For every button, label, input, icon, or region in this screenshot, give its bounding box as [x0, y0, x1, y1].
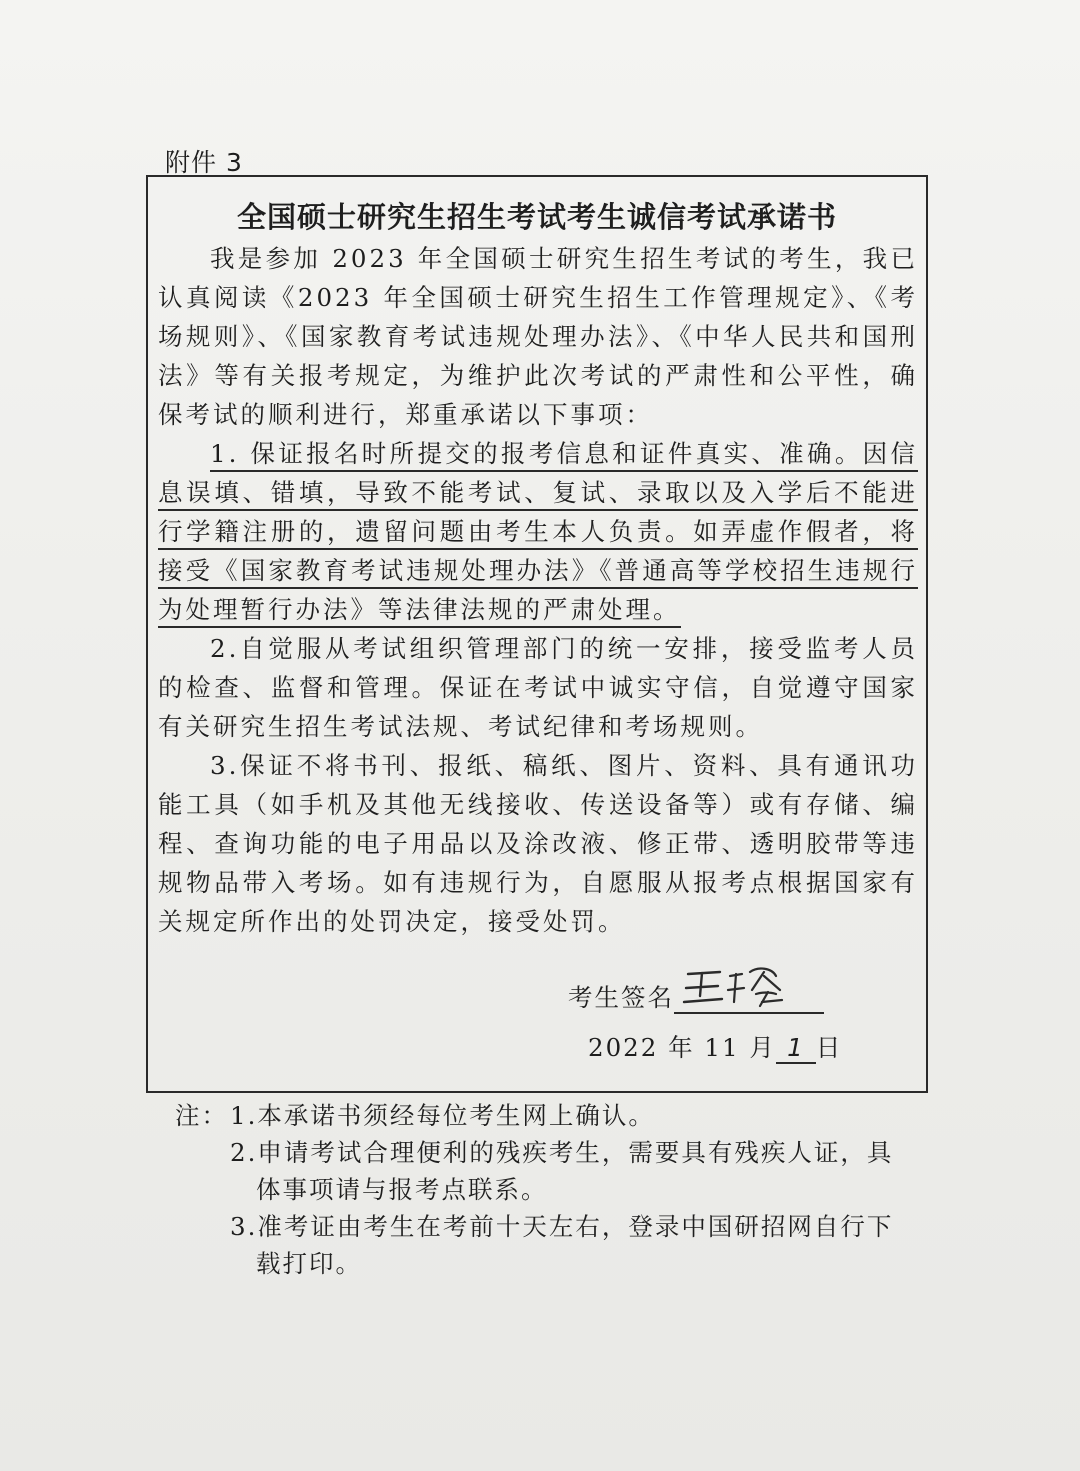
pledge-item-3: 3.保证不将书刊、报纸、稿纸、图片、资料、具有通讯功能工具（如手机及其他无线接收、传送设备等）或有存储、编程、查询功能的电子用品以及涂改液、修正带、透明胶带等违规物品带入考场。如有违规行为，自愿服从报考点根据国家有关规定所作出的处罚决定，接受处罚。 — [158, 751, 918, 936]
note-item-2: 2.申请考试合理便利的残疾考生，需要具有残疾人证，具体事项请与报考点联系。 — [230, 1138, 894, 1204]
signature-row — [568, 979, 824, 1014]
pledge-box — [146, 175, 928, 1093]
notes-list — [230, 1097, 910, 1282]
pledge-item-1 — [158, 434, 918, 629]
signature-label: 考生签名 — [568, 983, 674, 1012]
document-title: 全国硕士研究生招生考试考生诚信考试承诺书 — [236, 200, 837, 234]
note-item-3: 3.准考证由考生在考前十天左右，登录中国研招网自行下载打印。 — [230, 1212, 894, 1278]
handwritten-signature — [680, 962, 800, 1010]
attachment-label: 附件 3 — [165, 148, 243, 177]
intro-paragraph: 我是参加 2023 年全国硕士研究生招生考试的考生，我已认真阅读《2023 年全国硕士研究生招生工作管理规定》、《考场规则》、《国家教育考试违规处理办法》、《中华人民共和国刑法》等有关报考规定，为维护此次考试的严肃性和公平性，确保考试的顺利进行，郑重承诺以下事项： — [158, 244, 918, 429]
pledge-item-1-text: 1. 保证报名时所提交的报考信息和证件真实、准确。因信息误填、错填，导致不能考试、复试、录取以及入学后不能进行学籍注册的，遗留问题由考生本人负责。如弄虚作假者，将接受《国家教育考试违规处理办法》《普通高等学校招生违规行为处理暂行办法》等法律法规的严肃处理。 — [158, 439, 918, 628]
pledge-body — [158, 239, 918, 941]
notes-label: 注： — [175, 1101, 228, 1130]
date-row — [588, 1029, 842, 1064]
pledge-item-2: 2.自觉服从考试组织管理部门的统一安排，接受监考人员的检查、监督和管理。保证在考试中诚实守信，自觉遵守国家有关研究生招生考试法规、考试纪律和考场规则。 — [158, 634, 918, 741]
signature-line — [674, 980, 824, 1014]
date-prefix: 2022 年 11 月 — [588, 1033, 776, 1062]
date-day: 1 — [776, 1033, 816, 1064]
note-item-1: 1.本承诺书须经每位考生网上确认。 — [230, 1101, 655, 1130]
date-suffix: 日 — [815, 1033, 843, 1062]
